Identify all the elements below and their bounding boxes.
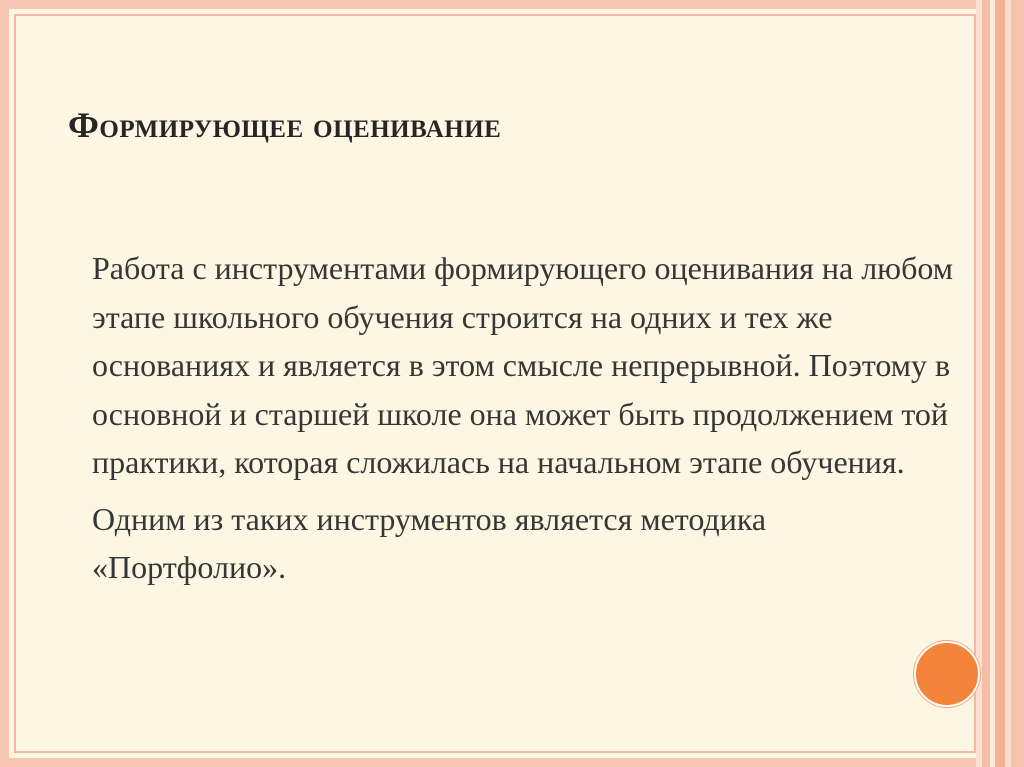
decorative-stripes: [976, 0, 1024, 767]
slide-body: [92, 244, 962, 592]
body-paragraph-1: Работа с инструментами формирующего оценивания на любом этапе школьного обучения строится на одних и тех же основаниях и является в этом смысле непрерывной. Поэтому в основной и старшей школе она может быть продолжением той практики, которая сложилась на начальном этапе обучения.: [92, 250, 953, 480]
body-paragraph-2: Одним из таких инструментов является методика «Портфолио».: [92, 500, 767, 585]
orange-circle-decoration: [914, 641, 980, 707]
slide-title: Формирующее оценивание: [68, 105, 502, 145]
